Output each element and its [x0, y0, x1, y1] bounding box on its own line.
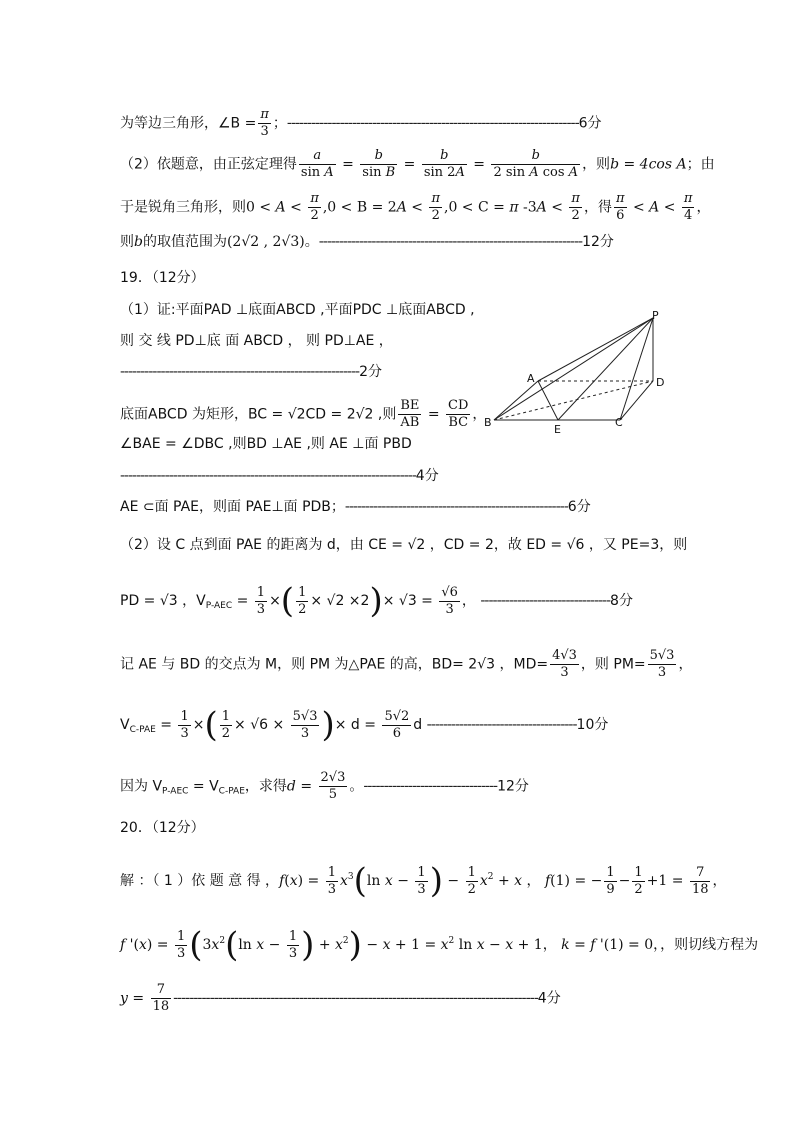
q19-line-12: 因为 $V_{P-AEC} = V_{C-PAE}$，求得d = $\frac{2√3}{5}$ 。---------------------------------12分	[120, 770, 529, 802]
label-D: D	[656, 376, 665, 389]
q19-line-7: AE ⊂面 PAE，则面 PAE⊥面 PDB；-------------------------------------------------------6分	[120, 499, 591, 515]
label-E: E	[554, 423, 561, 436]
edge-BA	[494, 381, 538, 420]
q19-line-9: PD = √3 ，$V_{P-AEC}$ = $\frac{1}{3}$ ×( $\frac{1}{2}$ × √2 ×2)× √3 = $\frac{√6}{3}$ ， --------------------------------8分	[120, 581, 633, 621]
pyramid-figure	[484, 308, 674, 438]
q19-line-11: $V_{C-PAE}$ = $\frac{1}{3}$ ×( $\frac{1}{2}$ × √6 × $\frac{5√3}{3}$ )× d = $\frac{5√2}{6}$ d -------------------------------------10分	[120, 705, 609, 745]
label-B: B	[484, 416, 492, 429]
q19-line-10: 记 AE 与 BD 的交点为 M，则 PM 为△PAE 的高，BD= 2√3 ，MD= $\frac{4√3}{3}$ ，则 PM= $\frac{5√3}{3}$ ，	[120, 648, 693, 680]
line-1: 为等边三角形，∠B = $\frac{\pi}{3}$ ；------------------------------------------------------------------------6分	[120, 107, 602, 139]
question-19-title: 19．（12分）	[120, 270, 205, 286]
line-2: （2）依题意，由正弦定理得 $\frac{a}{\text{sin A}}$ = $\frac{b}{\text{sin B}}$ = $\frac{b}{\sin 2A}$ = $\frac{b}{\text{2 sin A cos A}}$ ，则b = 4cos A；由	[120, 148, 715, 180]
label-A: A	[527, 372, 535, 385]
q20-line-3: y = $\frac{7}{18}$ ------------------------------------------------------------------------------------------4分	[120, 982, 561, 1014]
line-3: 于是锐角三角形，则0 < A < $\frac{\pi}{2}$ ,0 < B = 2A < $\frac{\pi}{2}$ ,0 < C = π -3A < $\frac{\pi}{2}$ ，得 $\frac{\pi}{6}$ < A < $\frac{\pi}{4}$ ，	[120, 191, 711, 223]
q19-line-6: -------------------------------------------------------------------------4分	[120, 468, 439, 484]
score: 6分	[578, 115, 602, 132]
q19-line-4: 底面ABCD 为矩形，BC = √2CD = 2√2 ,则 $\frac{BE}{AB}$ = $\frac{CD}{BC}$ ，	[120, 398, 487, 430]
label-P: P	[652, 309, 659, 322]
segment-AE	[538, 381, 558, 420]
fraction-pi-over-3: $\frac{\pi}{3}$	[260, 107, 269, 139]
edge-PE	[558, 318, 653, 420]
q19-line-1: （1）证:平面PAD ⊥底面ABCD ,平面PDC ⊥底面ABCD ,	[120, 302, 475, 318]
label-C: C	[615, 416, 623, 429]
question-20-title: 20．（12分）	[120, 820, 205, 836]
q19-line-8: （2）设 C 点到面 PAE 的距离为 d，由 CE = √2 ，CD = 2，故 ED = √6 ，又 PE=3，则	[120, 537, 688, 553]
q19-line-3: -----------------------------------------------------------2分	[120, 364, 382, 380]
edge-CD	[620, 381, 653, 420]
q20-line-2: f '(x) = $\frac{1}{3}$ ($3x^2(\ln$ x − $\frac{1}{3}$ ) + $x^2) - x + 1 = x^2$ ln x − x + 1， k = f '(1) = 0，，则切线方程为	[120, 925, 759, 965]
q19-line-2: 则 交 线 PD⊥底 面 ABCD ， 则 PD⊥AE ，	[120, 333, 393, 349]
line-4: 则b的取值范围为(2√2 , 2√3)。-----------------------------------------------------------------12分	[120, 234, 614, 250]
edge-PB	[494, 318, 653, 420]
q20-line-1: 解 ：（ 1 ）依 题 意 得 ，f(x) = $\frac{1}{3}$ $x^3(\ln$ x − $\frac{1}{3}$ ) − $\frac{1}{2}$ $x^2 + x$ ， f(1) = − $\frac{1}{9}$ − $\frac{1}{2}$ +1 = $\frac{7}{18}$ ，	[120, 861, 727, 901]
q19-line-5: ∠BAE = ∠DBC ,则BD ⊥AE ,则 AE ⊥面 PBD	[120, 436, 412, 452]
segment-BD	[494, 381, 653, 420]
